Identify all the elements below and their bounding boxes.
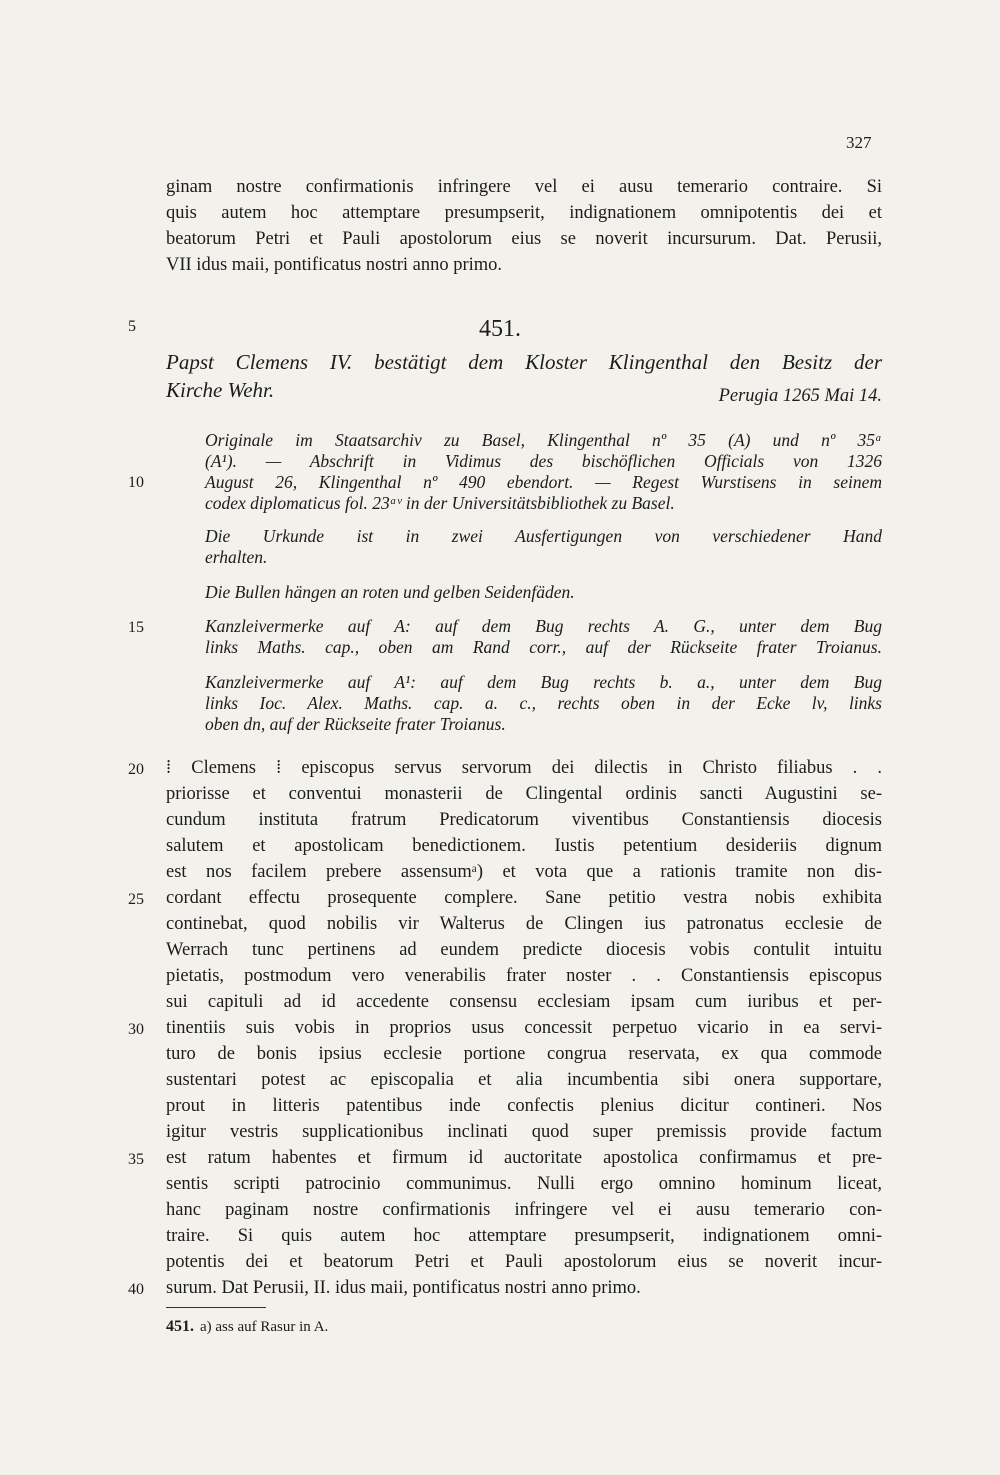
text-line: sustentari potest ac episcopalia et alia incumbentia sibi onera supportare, xyxy=(166,1070,882,1090)
line-number: 25 xyxy=(128,891,144,908)
continuation-line: ginam nostre confirmationis infringere vel ei ausu temerario contraire. Si xyxy=(166,177,882,197)
text-line: hanc paginam nostre confirmationis infringere vel ei ausu temerario con- xyxy=(166,1200,882,1220)
text-line: est ratum habentes et firmum id auctoritate apostolica confirmamus et pre- xyxy=(166,1148,882,1168)
note-line: Kanzleivermerke auf A: auf dem Bug rechts A. G., unter dem Bug xyxy=(205,616,882,636)
note-line: Die Urkunde ist in zwei Ausfertigungen von verschiedener Hand xyxy=(205,526,882,546)
document-rubric: Papst Clemens IV. bestätigt dem Kloster Klingenthal den Besitz der xyxy=(166,350,882,374)
footnote-rule xyxy=(166,1307,266,1308)
text-line: pietatis, postmodum vero venerabilis frater noster . . Constantiensis episcopus xyxy=(166,966,882,986)
text-line: sentis scripti patrocinio communimus. Nulli ergo omnino hominum liceat, xyxy=(166,1174,882,1194)
line-number: 30 xyxy=(128,1021,144,1038)
text-line: surum. Dat Perusii, II. idus maii, pontificatus nostri anno primo. xyxy=(166,1278,641,1298)
note-line: links Ioc. Alex. Maths. cap. a. c., rechts oben in der Ecke lv, links xyxy=(205,693,882,713)
note-line: Kanzleivermerke auf A¹: auf dem Bug rechts b. a., unter dem Bug xyxy=(205,672,882,692)
note-line: erhalten. xyxy=(205,547,268,567)
continuation-line: beatorum Petri et Pauli apostolorum eius se noverit incursurum. Dat. Perusii, xyxy=(166,229,882,249)
text-line: Werrach tunc pertinens ad eundem predicte diocesis vobis contulit intuitu xyxy=(166,940,882,960)
text-line: turo de bonis ipsius ecclesie portione congrua reservata, ex qua commode xyxy=(166,1044,882,1064)
footnote-text: a) ass auf Rasur in A. xyxy=(200,1319,329,1335)
text-line: ⁞ Clemens ⁞ episcopus servus servorum dei dilectis in Christo filiabus . . xyxy=(166,758,882,778)
line-number: 40 xyxy=(128,1281,144,1298)
line-number: 5 xyxy=(128,318,136,335)
footnote-number: 451. xyxy=(166,1318,194,1335)
note-line: Die Bullen hängen an roten und gelben Seidenfäden. xyxy=(205,582,575,602)
text-line: potentis dei et beatorum Petri et Pauli apostolorum eius se noverit incur- xyxy=(166,1252,882,1272)
text-line: cordant effectu prosequente complere. Sane petitio vestra nobis exhibita xyxy=(166,888,882,908)
note-line: (A¹). — Abschrift in Vidimus des bischöflichen Officials von 1326 xyxy=(205,451,882,471)
line-number: 15 xyxy=(128,619,144,636)
page-number: 327 xyxy=(846,133,872,152)
line-number: 10 xyxy=(128,474,144,491)
text-line: continebat, quod nobilis vir Walterus de Clingen ius patronatus ecclesie de xyxy=(166,914,882,934)
document-rubric-continued: Kirche Wehr. xyxy=(166,378,275,402)
text-line: est nos facilem prebere assensumᵃ) et vota que a rationis tramite non dis- xyxy=(166,862,882,882)
document-dating: Perugia 1265 Mai 14. xyxy=(718,386,882,406)
line-number: 35 xyxy=(128,1151,144,1168)
continuation-line: quis autem hoc attemptare presumpserit, indignationem omnipotentis dei et xyxy=(166,203,882,223)
text-line: traire. Si quis autem hoc attemptare presumpserit, indignationem omni- xyxy=(166,1226,882,1246)
note-line: oben dn, auf der Rückseite frater Troianus. xyxy=(205,714,506,734)
note-line: Originale im Staatsarchiv zu Basel, Klingenthal nº 35 (A) und nº 35ᵃ xyxy=(205,430,882,450)
text-line: igitur vestris supplicationibus inclinati quod super premissis provide factum xyxy=(166,1122,882,1142)
text-line: prout in litteris patentibus inde confectis plenius dicitur contineri. Nos xyxy=(166,1096,882,1116)
footnote xyxy=(166,1318,328,1336)
text-line: priorisse et conventui monasterii de Clingental ordinis sancti Augustini se- xyxy=(166,784,882,804)
text-line: sui capituli ad id accedente consensu ecclesiam ipsam cum iuribus et per- xyxy=(166,992,882,1012)
continuation-line: VII idus maii, pontificatus nostri anno primo. xyxy=(166,255,503,275)
text-line: salutem et apostolicam benedictionem. Iustis petentium desideriis dignum xyxy=(166,836,882,856)
line-number: 20 xyxy=(128,761,144,778)
note-line: codex diplomaticus fol. 23ᵃᵛ in der Universitätsbibliothek zu Basel. xyxy=(205,493,675,513)
text-line: tinentiis suis vobis in proprios usus concessit perpetuo vicario in ea servi- xyxy=(166,1018,882,1038)
text-line: cundum instituta fratrum Predicatorum viventibus Constantiensis diocesis xyxy=(166,810,882,830)
document-number: 451. xyxy=(479,316,521,342)
note-line: August 26, Klingenthal nº 490 ebendort. — Regest Wurstisens in seinem xyxy=(205,472,882,492)
note-line: links Maths. cap., oben am Rand corr., auf der Rückseite frater Troianus. xyxy=(205,637,882,657)
